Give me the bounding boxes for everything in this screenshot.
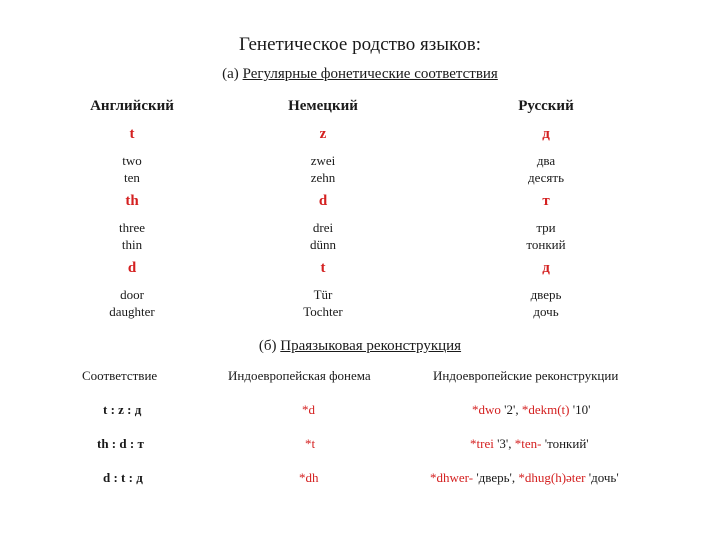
sound-ru-1: д [542,126,550,142]
word-en-3: three [119,220,145,235]
gloss: 'дверь', [473,470,519,485]
sound-en-3: d [127,260,137,276]
sound-de-2: d [318,193,328,209]
phoneme-row-3: *dh [299,470,319,485]
gloss: 'дочь' [585,470,619,485]
word-en-2: ten [124,170,140,185]
reconstruction-form: *trei [470,436,494,451]
word-en-1: two [122,153,142,168]
reconstruction-row-2 [470,436,589,452]
phoneme-row-2: *t [305,436,316,451]
section-a-title [0,66,720,83]
sound-en-1: t [129,126,135,142]
section-b-label: Праязыковая реконструкция [280,338,462,354]
header-reconstructions: Индоевропейские реконструкции [433,368,619,383]
page-title: Генетическое родство языков: [238,34,482,55]
word-ru-2: десять [527,170,565,185]
reconstruction-form: *dhug(h)əter [518,470,586,485]
sound-ru-2: т [542,193,550,209]
column-header-english: Английский [90,98,174,114]
correspondence-row-2: th : d : т [97,436,144,451]
word-ru-5: дверь [530,287,562,302]
word-de-3: drei [312,220,334,235]
word-de-2: zehn [310,170,336,185]
word-en-6: daughter [109,304,155,319]
sound-ru-3: д [542,260,550,276]
gloss: '2', [500,402,522,417]
column-header-russian: Русский [518,98,574,114]
section-b-title [0,338,720,355]
word-en-4: thin [121,237,143,252]
header-phoneme: Индоевропейская фонема [228,368,371,383]
word-ru-4: тонкий [526,237,566,252]
section-b-prefix: (б) [258,338,277,354]
reconstruction-row-3 [430,470,619,486]
column-header-german: Немецкий [288,98,358,114]
section-a-prefix: (а) [222,66,239,82]
word-de-5: Tür [313,287,333,302]
header-correspondence: Соответствие [82,368,158,383]
reconstruction-form: *dekm(t) [521,402,570,417]
sound-en-2: th [125,193,139,209]
word-de-4: dünn [310,237,336,252]
correspondence-row-3: d : t : д [103,470,143,485]
gloss: 'тонкий' [541,436,589,451]
reconstruction-form: *dwo [472,402,501,417]
word-en-5: door [120,287,144,302]
gloss: '3', [493,436,515,451]
sound-de-1: z [319,126,327,142]
gloss: '10' [569,402,591,417]
phoneme-row-1: *d [302,402,315,417]
reconstruction-form: *dhwer- [430,470,474,485]
section-a-label: Регулярные фонетические соответствия [242,66,498,82]
word-de-1: zwei [310,153,336,168]
reconstruction-form: *ten- [514,436,542,451]
reconstruction-row-1 [472,402,590,418]
word-de-6: Tochter [303,304,343,319]
correspondence-row-1: t : z : д [103,402,142,417]
sound-de-3: t [320,260,326,276]
word-ru-3: три [536,220,556,235]
word-ru-6: дочь [533,304,559,319]
word-ru-1: два [536,153,556,168]
